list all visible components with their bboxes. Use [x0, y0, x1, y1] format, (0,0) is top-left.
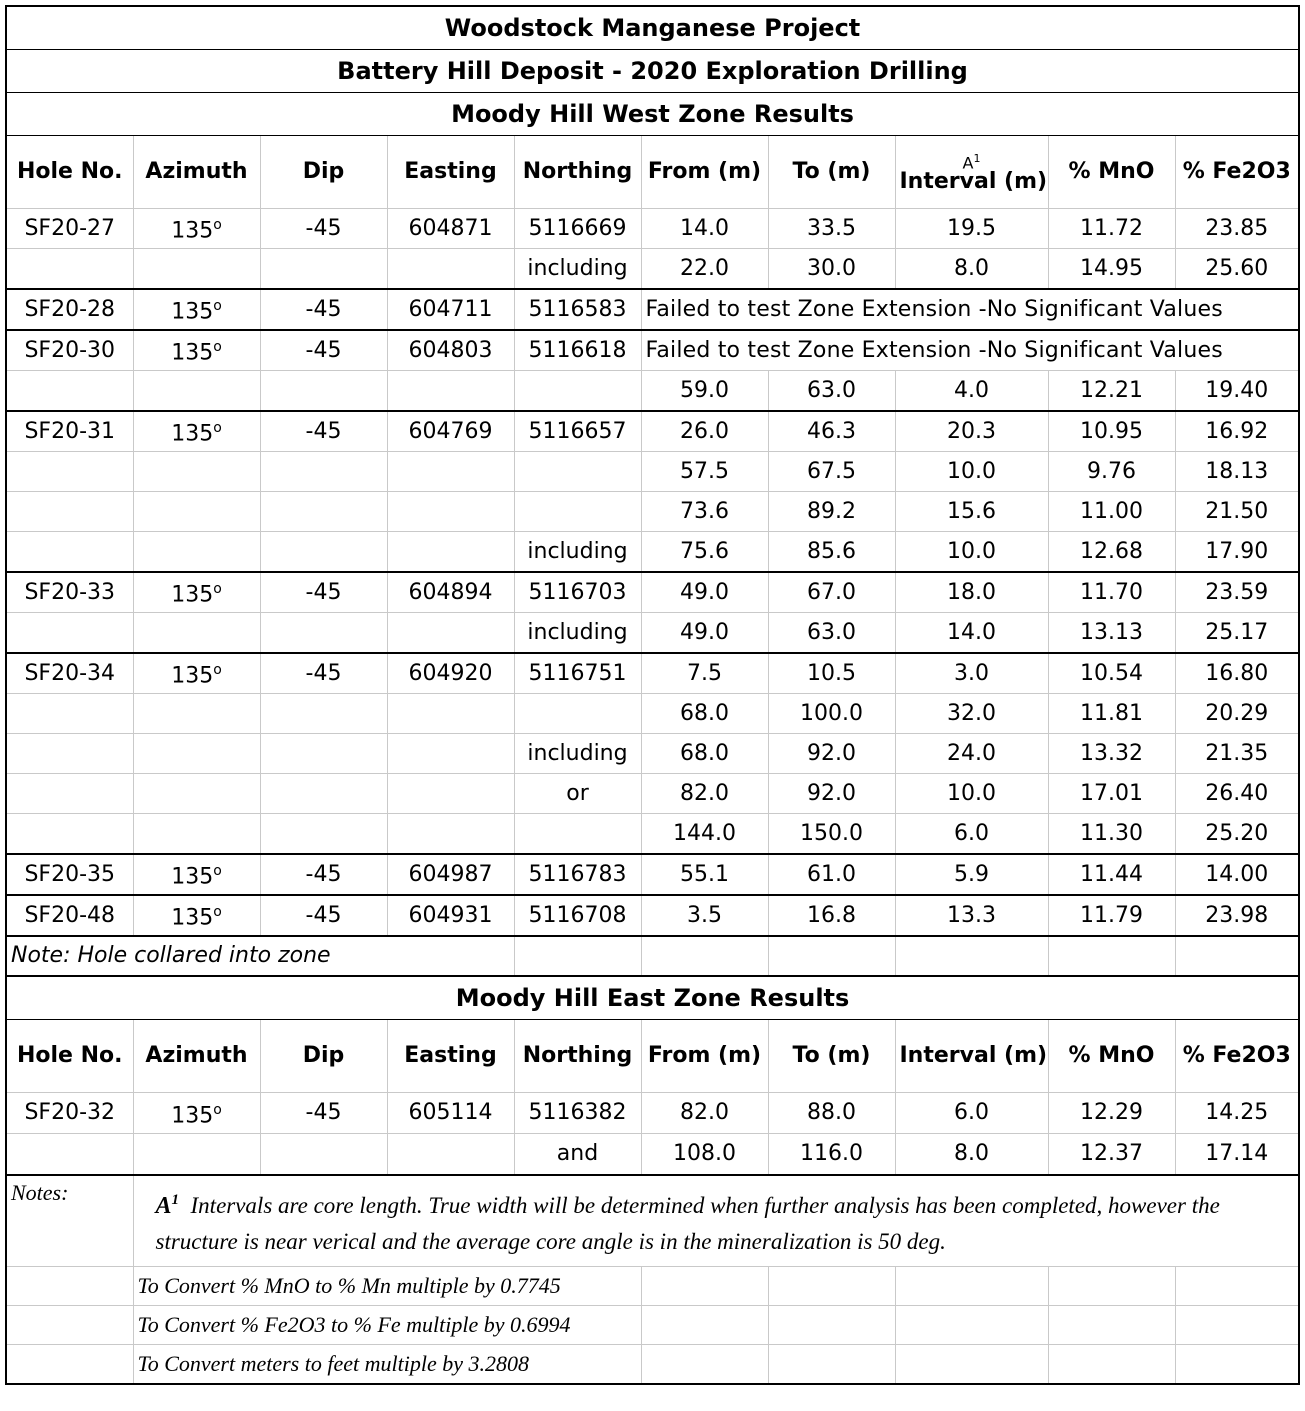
easting-cell: [387, 814, 514, 855]
conversion-note: To Convert % MnO to % Mn multiple by 0.7745: [133, 1267, 641, 1306]
easting-cell: 604987: [387, 854, 514, 895]
empty-cell: [1175, 1306, 1299, 1345]
header-azimuth: Azimuth: [133, 136, 260, 209]
conversion-note: To Convert meters to feet multiple by 3.2808: [133, 1345, 641, 1385]
azimuth-cell: [133, 1093, 260, 1134]
azimuth-cell: [133, 734, 260, 774]
northing-cell: 5116708: [514, 895, 641, 936]
mno-cell: 10.95: [1048, 411, 1175, 452]
easting-cell: [387, 532, 514, 573]
fe2o3-cell: 19.40: [1175, 371, 1299, 412]
dip-cell: [260, 1134, 387, 1176]
interval-cell: 6.0: [895, 1093, 1048, 1134]
northing-cell: 5116669: [514, 209, 641, 249]
table-row: [6, 774, 1299, 814]
dip-cell: -45: [260, 653, 387, 694]
table-row: [6, 613, 1299, 654]
easting-cell: 604711: [387, 289, 514, 330]
header-easting: Easting: [387, 136, 514, 209]
header-from: From (m): [641, 1020, 768, 1093]
northing-cell: including: [514, 532, 641, 573]
dip-cell: [260, 694, 387, 734]
azimuth-cell: [133, 289, 260, 330]
to-cell: 116.0: [768, 1134, 895, 1176]
northing-cell: 5116751: [514, 653, 641, 694]
fe2o3-cell: 26.40: [1175, 774, 1299, 814]
from-cell: 68.0: [641, 694, 768, 734]
interval-cell: 10.0: [895, 774, 1048, 814]
degree-symbol: o: [213, 581, 222, 598]
fe2o3-cell: 16.80: [1175, 653, 1299, 694]
from-cell: 73.6: [641, 492, 768, 532]
fe2o3-cell: 18.13: [1175, 452, 1299, 492]
hole-cell: SF20-31: [6, 411, 133, 452]
empty-cell: [6, 1306, 133, 1345]
project-title: Woodstock Manganese Project: [6, 6, 1299, 50]
hole-cell: [6, 492, 133, 532]
empty-cell: [1048, 1267, 1175, 1306]
table-row: [6, 572, 1299, 613]
table-row: [6, 289, 1299, 330]
azimuth-value: 135: [171, 299, 214, 325]
mno-cell: 12.29: [1048, 1093, 1175, 1134]
hole-cell: [6, 694, 133, 734]
easting-cell: [387, 774, 514, 814]
to-cell: 10.5: [768, 653, 895, 694]
hole-cell: SF20-33: [6, 572, 133, 613]
azimuth-value: 135: [171, 864, 214, 890]
table-row: [6, 814, 1299, 855]
hole-cell: [6, 774, 133, 814]
empty-cell: [768, 936, 895, 976]
hole-cell: SF20-27: [6, 209, 133, 249]
easting-cell: [387, 613, 514, 654]
from-cell: 14.0: [641, 209, 768, 249]
fe2o3-cell: 20.29: [1175, 694, 1299, 734]
header-mno: % MnO: [1048, 136, 1175, 209]
interval-cell: 20.3: [895, 411, 1048, 452]
table-row: [6, 492, 1299, 532]
hole-cell: SF20-30: [6, 330, 133, 371]
interval-cell: 14.0: [895, 613, 1048, 654]
a1-letter: A: [155, 1193, 172, 1219]
to-cell: 92.0: [768, 774, 895, 814]
mno-cell: 12.68: [1048, 532, 1175, 573]
dip-cell: -45: [260, 854, 387, 895]
header-fe2o3: % Fe2O3: [1175, 1020, 1299, 1093]
northing-cell: 5116583: [514, 289, 641, 330]
easting-cell: 604931: [387, 895, 514, 936]
azimuth-cell: [133, 371, 260, 412]
header-dip: Dip: [260, 136, 387, 209]
fe2o3-cell: 23.98: [1175, 895, 1299, 936]
azimuth-cell: [133, 854, 260, 895]
result-note-cell: Failed to test Zone Extension -No Significant Values: [641, 330, 1299, 371]
header-northing: Northing: [514, 136, 641, 209]
interval-label: Interval (m): [899, 169, 1048, 195]
northing-cell: 5116657: [514, 411, 641, 452]
interval-cell: 15.6: [895, 492, 1048, 532]
hole-cell: SF20-32: [6, 1093, 133, 1134]
fe2o3-cell: 21.35: [1175, 734, 1299, 774]
interval-cell: 8.0: [895, 249, 1048, 290]
mno-cell: 14.95: [1048, 249, 1175, 290]
northing-cell: or: [514, 774, 641, 814]
to-cell: 88.0: [768, 1093, 895, 1134]
from-cell: 82.0: [641, 1093, 768, 1134]
dip-cell: -45: [260, 1093, 387, 1134]
mno-cell: 10.54: [1048, 653, 1175, 694]
empty-cell: [1175, 936, 1299, 976]
hole-cell: SF20-34: [6, 653, 133, 694]
fe2o3-cell: 23.59: [1175, 572, 1299, 613]
empty-cell: [895, 1267, 1048, 1306]
fe2o3-cell: 21.50: [1175, 492, 1299, 532]
table-row: [6, 371, 1299, 412]
header-azimuth: Azimuth: [133, 1020, 260, 1093]
azimuth-value: 135: [171, 905, 214, 931]
table-row: [6, 209, 1299, 249]
fe2o3-cell: 23.85: [1175, 209, 1299, 249]
conversion-row: [6, 1267, 1299, 1306]
northing-cell: 5116783: [514, 854, 641, 895]
easting-cell: 604871: [387, 209, 514, 249]
from-cell: 59.0: [641, 371, 768, 412]
table-row: [6, 734, 1299, 774]
to-cell: 63.0: [768, 613, 895, 654]
degree-symbol: o: [213, 904, 222, 921]
hole-cell: [6, 532, 133, 573]
header-interval: [895, 136, 1048, 209]
northing-cell: 5116382: [514, 1093, 641, 1134]
mno-cell: 11.70: [1048, 572, 1175, 613]
mno-cell: 12.37: [1048, 1134, 1175, 1176]
mno-cell: 11.44: [1048, 854, 1175, 895]
fe2o3-cell: 17.90: [1175, 532, 1299, 573]
empty-cell: [768, 1306, 895, 1345]
degree-symbol: o: [213, 863, 222, 880]
from-cell: 75.6: [641, 532, 768, 573]
dip-cell: -45: [260, 411, 387, 452]
header-hole: Hole No.: [6, 1020, 133, 1093]
west-header-row: [6, 136, 1299, 209]
empty-cell: [768, 1267, 895, 1306]
table-row: [6, 330, 1299, 371]
hole-cell: [6, 371, 133, 412]
northing-cell: [514, 492, 641, 532]
drilling-results-table: [5, 5, 1300, 1385]
empty-cell: [6, 1267, 133, 1306]
easting-cell: [387, 249, 514, 290]
interval-cell: 3.0: [895, 653, 1048, 694]
azimuth-cell: [133, 330, 260, 371]
deposit-title: Battery Hill Deposit - 2020 Exploration Drilling: [6, 50, 1299, 93]
from-cell: 7.5: [641, 653, 768, 694]
northing-cell: [514, 694, 641, 734]
conversion-note: To Convert % Fe2O3 to % Fe multiple by 0.6994: [133, 1306, 641, 1345]
mno-cell: 11.79: [1048, 895, 1175, 936]
table-row: [6, 653, 1299, 694]
to-cell: 67.0: [768, 572, 895, 613]
from-cell: 22.0: [641, 249, 768, 290]
collared-note: Note: Hole collared into zone: [6, 936, 514, 976]
mno-cell: 11.00: [1048, 492, 1175, 532]
west-note-row: [6, 936, 1299, 976]
easting-cell: [387, 734, 514, 774]
northing-cell: including: [514, 613, 641, 654]
to-cell: 100.0: [768, 694, 895, 734]
conversion-row: [6, 1345, 1299, 1385]
a1-sup: 1: [171, 1192, 180, 1208]
empty-cell: [1175, 1345, 1299, 1385]
azimuth-value: 135: [171, 340, 214, 366]
from-cell: 3.5: [641, 895, 768, 936]
easting-cell: 605114: [387, 1093, 514, 1134]
degree-symbol: o: [213, 298, 222, 315]
hole-cell: [6, 613, 133, 654]
azimuth-cell: [133, 249, 260, 290]
degree-symbol: o: [213, 217, 222, 234]
header-dip: Dip: [260, 1020, 387, 1093]
northing-cell: 5116703: [514, 572, 641, 613]
easting-cell: 604803: [387, 330, 514, 371]
from-cell: 144.0: [641, 814, 768, 855]
dip-cell: [260, 613, 387, 654]
empty-cell: [6, 1345, 133, 1385]
azimuth-value: 135: [171, 421, 214, 447]
dip-cell: -45: [260, 209, 387, 249]
interval-marker: $A^1$: [962, 151, 981, 173]
northing-cell: 5116618: [514, 330, 641, 371]
azimuth-cell: [133, 532, 260, 573]
from-cell: 55.1: [641, 854, 768, 895]
northing-cell: [514, 371, 641, 412]
easting-cell: [387, 1134, 514, 1176]
fe2o3-cell: 14.25: [1175, 1093, 1299, 1134]
interval-cell: 13.3: [895, 895, 1048, 936]
table-row: [6, 694, 1299, 734]
header-mno: % MnO: [1048, 1020, 1175, 1093]
table-row: [6, 249, 1299, 290]
table-row: [6, 1134, 1299, 1176]
from-cell: 49.0: [641, 613, 768, 654]
conversion-row: [6, 1306, 1299, 1345]
dip-cell: [260, 814, 387, 855]
dip-cell: -45: [260, 289, 387, 330]
easting-cell: [387, 492, 514, 532]
notes-label: Notes:: [6, 1175, 133, 1267]
mno-cell: 12.21: [1048, 371, 1175, 412]
to-cell: 46.3: [768, 411, 895, 452]
azimuth-value: 135: [171, 1103, 214, 1129]
a1-footnote: [133, 1175, 1299, 1267]
empty-cell: [1048, 1306, 1175, 1345]
east-title-row: [6, 976, 1299, 1020]
empty-cell: [1175, 1267, 1299, 1306]
azimuth-cell: [133, 1134, 260, 1176]
header-to: To (m): [768, 136, 895, 209]
fe2o3-cell: 16.92: [1175, 411, 1299, 452]
northing-cell: and: [514, 1134, 641, 1176]
table-row: [6, 532, 1299, 573]
interval-cell: 24.0: [895, 734, 1048, 774]
dip-cell: [260, 371, 387, 412]
azimuth-cell: [133, 613, 260, 654]
empty-cell: [641, 1267, 768, 1306]
table-row: [6, 1093, 1299, 1134]
azimuth-cell: [133, 814, 260, 855]
notes-row: [6, 1175, 1299, 1267]
empty-cell: [768, 1345, 895, 1385]
empty-cell: [895, 936, 1048, 976]
interval-cell: 4.0: [895, 371, 1048, 412]
from-cell: 68.0: [641, 734, 768, 774]
to-cell: 67.5: [768, 452, 895, 492]
header-northing: Northing: [514, 1020, 641, 1093]
easting-cell: 604769: [387, 411, 514, 452]
fe2o3-cell: 25.60: [1175, 249, 1299, 290]
empty-cell: [895, 1306, 1048, 1345]
easting-cell: [387, 371, 514, 412]
hole-cell: [6, 814, 133, 855]
degree-symbol: o: [213, 339, 222, 356]
easting-cell: [387, 694, 514, 734]
degree-symbol: o: [213, 420, 222, 437]
mno-cell: 11.30: [1048, 814, 1175, 855]
azimuth-cell: [133, 774, 260, 814]
empty-cell: [1048, 1345, 1175, 1385]
interval-cell: 19.5: [895, 209, 1048, 249]
header-interval: Interval (m): [895, 1020, 1048, 1093]
mno-cell: 11.81: [1048, 694, 1175, 734]
degree-symbol: o: [213, 662, 222, 679]
interval-cell: 32.0: [895, 694, 1048, 734]
azimuth-value: 135: [171, 663, 214, 689]
result-note-cell: Failed to test Zone Extension -No Significant Values: [641, 289, 1299, 330]
header-easting: Easting: [387, 1020, 514, 1093]
azimuth-cell: [133, 895, 260, 936]
table-row: [6, 452, 1299, 492]
mno-cell: 11.72: [1048, 209, 1175, 249]
table-row: [6, 854, 1299, 895]
dip-cell: [260, 452, 387, 492]
dip-cell: -45: [260, 330, 387, 371]
from-cell: 57.5: [641, 452, 768, 492]
interval-cell: 18.0: [895, 572, 1048, 613]
azimuth-cell: [133, 492, 260, 532]
easting-cell: 604894: [387, 572, 514, 613]
from-cell: 49.0: [641, 572, 768, 613]
interval-cell: 5.9: [895, 854, 1048, 895]
table-row: [6, 895, 1299, 936]
azimuth-value: 135: [171, 218, 214, 244]
empty-cell: [1048, 936, 1175, 976]
dip-cell: [260, 734, 387, 774]
east-header-row: [6, 1020, 1299, 1093]
azimuth-value: 135: [171, 582, 214, 608]
to-cell: 150.0: [768, 814, 895, 855]
northing-cell: including: [514, 249, 641, 290]
to-cell: 30.0: [768, 249, 895, 290]
empty-cell: [641, 936, 768, 976]
easting-cell: [387, 452, 514, 492]
to-cell: 89.2: [768, 492, 895, 532]
hole-cell: [6, 452, 133, 492]
table-row: [6, 411, 1299, 452]
northing-cell: including: [514, 734, 641, 774]
dip-cell: [260, 492, 387, 532]
fe2o3-cell: 25.17: [1175, 613, 1299, 654]
west-zone-title: Moody Hill West Zone Results: [6, 93, 1299, 136]
header-hole: Hole No.: [6, 136, 133, 209]
easting-cell: 604920: [387, 653, 514, 694]
empty-cell: [895, 1345, 1048, 1385]
interval-cell: 6.0: [895, 814, 1048, 855]
to-cell: 16.8: [768, 895, 895, 936]
to-cell: 33.5: [768, 209, 895, 249]
azimuth-cell: [133, 209, 260, 249]
dip-cell: [260, 532, 387, 573]
azimuth-cell: [133, 452, 260, 492]
header-from: From (m): [641, 136, 768, 209]
interval-cell: 8.0: [895, 1134, 1048, 1176]
to-cell: 85.6: [768, 532, 895, 573]
interval-cell: 10.0: [895, 532, 1048, 573]
mno-cell: 13.13: [1048, 613, 1175, 654]
azimuth-cell: [133, 572, 260, 613]
mno-cell: 17.01: [1048, 774, 1175, 814]
azimuth-cell: [133, 411, 260, 452]
azimuth-cell: [133, 694, 260, 734]
degree-symbol: o: [213, 1101, 222, 1118]
empty-cell: [641, 1306, 768, 1345]
dip-cell: [260, 249, 387, 290]
empty-cell: [514, 936, 641, 976]
from-cell: 108.0: [641, 1134, 768, 1176]
to-cell: 63.0: [768, 371, 895, 412]
fe2o3-cell: 25.20: [1175, 814, 1299, 855]
hole-cell: SF20-48: [6, 895, 133, 936]
hole-cell: [6, 249, 133, 290]
east-zone-title: Moody Hill East Zone Results: [6, 976, 1299, 1020]
hole-cell: [6, 734, 133, 774]
from-cell: 26.0: [641, 411, 768, 452]
to-cell: 92.0: [768, 734, 895, 774]
dip-cell: [260, 774, 387, 814]
dip-cell: -45: [260, 895, 387, 936]
from-cell: 82.0: [641, 774, 768, 814]
mno-cell: 9.76: [1048, 452, 1175, 492]
mno-cell: 13.32: [1048, 734, 1175, 774]
to-cell: 61.0: [768, 854, 895, 895]
northing-cell: [514, 814, 641, 855]
interval-cell: 10.0: [895, 452, 1048, 492]
fe2o3-cell: 14.00: [1175, 854, 1299, 895]
header-fe2o3: % Fe2O3: [1175, 136, 1299, 209]
header-to: To (m): [768, 1020, 895, 1093]
northing-cell: [514, 452, 641, 492]
dip-cell: -45: [260, 572, 387, 613]
empty-cell: [641, 1345, 768, 1385]
azimuth-cell: [133, 653, 260, 694]
fe2o3-cell: 17.14: [1175, 1134, 1299, 1176]
hole-cell: [6, 1134, 133, 1176]
hole-cell: SF20-35: [6, 854, 133, 895]
hole-cell: SF20-28: [6, 289, 133, 330]
a1-marker: [156, 1193, 180, 1219]
a1-text: Intervals are core length. True width will be determined when further analysis has been completed, however the structure is near verical and the average core angle is in the mineralization is 50 deg.: [155, 1193, 1220, 1254]
